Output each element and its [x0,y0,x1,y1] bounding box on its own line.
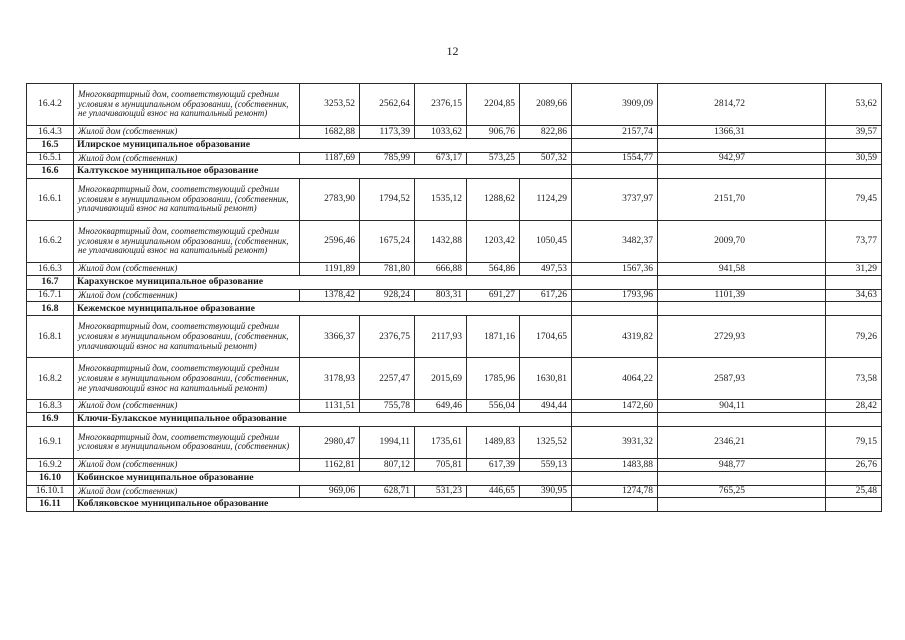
row-description: Многоквартирный дом, соответствующий средним условиям в муниципальном образовании, (собственник, не уплачивающий взнос на капитальный ремонт) [74,221,300,263]
value-cell: 1173,39 [360,126,415,139]
value-cell: 673,17 [415,152,467,165]
value-cell: 1794,52 [360,179,415,221]
value-cell: 31,29 [826,263,882,276]
value-cell: 1131,51 [300,400,360,413]
section-row [27,471,882,485]
table-body [27,84,882,512]
table-row [27,84,882,126]
section-title: Ключи-Булакское муниципальное образование [74,412,572,426]
value-cell: 556,04 [467,400,520,413]
row-code: 16.4.3 [27,126,74,139]
value-cell: 1325,52 [520,426,572,458]
value-cell: 1793,96 [572,289,658,302]
value-cell: 1871,16 [467,316,520,358]
section-title: Калтукское муниципальное образование [74,165,572,179]
empty-cell [658,302,826,316]
value-cell: 53,62 [826,84,882,126]
value-cell: 1704,65 [520,316,572,358]
row-description: Жилой дом (собственник) [74,400,300,413]
value-cell: 3482,37 [572,221,658,263]
value-cell: 1124,29 [520,179,572,221]
value-cell: 26,76 [826,458,882,471]
section-row [27,302,882,316]
section-row [27,138,882,152]
row-description: Жилой дом (собственник) [74,485,300,498]
row-description: Жилой дом (собственник) [74,152,300,165]
section-code: 16.7 [27,275,74,289]
value-cell: 1432,88 [415,221,467,263]
value-cell: 2980,47 [300,426,360,458]
value-cell: 1489,83 [467,426,520,458]
row-code: 16.6.2 [27,221,74,263]
row-description: Жилой дом (собственник) [74,263,300,276]
row-code: 16.8.3 [27,400,74,413]
value-cell: 755,78 [360,400,415,413]
value-cell: 79,26 [826,316,882,358]
table-row [27,458,882,471]
value-cell: 948,77 [658,458,826,471]
table-row [27,289,882,302]
value-cell: 1472,60 [572,400,658,413]
value-cell: 3909,09 [572,84,658,126]
empty-cell [826,471,882,485]
row-description: Жилой дом (собственник) [74,126,300,139]
row-description: Многоквартирный дом, соответствующий средним условиям в муниципальном образовании, (собственник) [74,426,300,458]
section-row [27,275,882,289]
value-cell: 494,44 [520,400,572,413]
value-cell: 1288,62 [467,179,520,221]
value-cell: 904,11 [658,400,826,413]
section-code: 16.10 [27,471,74,485]
row-code: 16.8.2 [27,358,74,400]
value-cell: 617,39 [467,458,520,471]
row-description: Многоквартирный дом, соответствующий средним условиям в муниципальном образовании, (собственник, уплачивающий взнос на капитальный ремонт) [74,316,300,358]
row-code: 16.7.1 [27,289,74,302]
value-cell: 807,12 [360,458,415,471]
value-cell: 2009,70 [658,221,826,263]
value-cell: 2204,85 [467,84,520,126]
row-code: 16.5.1 [27,152,74,165]
table-row [27,263,882,276]
table-row [27,400,882,413]
empty-cell [826,412,882,426]
empty-cell [658,138,826,152]
section-row [27,165,882,179]
value-cell: 3178,93 [300,358,360,400]
row-description: Многоквартирный дом, соответствующий средним условиям в муниципальном образовании, (собственник, не уплачивающий взнос на капитальный ремонт) [74,84,300,126]
row-code: 16.9.1 [27,426,74,458]
row-description: Многоквартирный дом, соответствующий средним условиям в муниципальном образовании, (собственник, уплачивающий взнос на капитальный ремонт) [74,179,300,221]
section-title: Кобинское муниципальное образование [74,471,572,485]
value-cell: 507,32 [520,152,572,165]
value-cell: 1675,24 [360,221,415,263]
empty-cell [658,412,826,426]
empty-cell [658,498,826,512]
value-cell: 1378,42 [300,289,360,302]
value-cell: 2562,64 [360,84,415,126]
value-cell: 2117,93 [415,316,467,358]
empty-cell [826,275,882,289]
table-row [27,316,882,358]
value-cell: 941,58 [658,263,826,276]
value-cell: 1554,77 [572,152,658,165]
value-cell: 3366,37 [300,316,360,358]
table-row [27,426,882,458]
value-cell: 73,58 [826,358,882,400]
value-cell: 2015,69 [415,358,467,400]
value-cell: 79,15 [826,426,882,458]
row-code: 16.6.3 [27,263,74,276]
empty-cell [572,275,658,289]
value-cell: 39,57 [826,126,882,139]
row-code: 16.9.2 [27,458,74,471]
value-cell: 803,31 [415,289,467,302]
value-cell: 3253,52 [300,84,360,126]
value-cell: 705,81 [415,458,467,471]
value-cell: 1033,62 [415,126,467,139]
section-title: Илирское муниципальное образование [74,138,572,152]
value-cell: 25,48 [826,485,882,498]
value-cell: 906,76 [467,126,520,139]
value-cell: 765,25 [658,485,826,498]
value-cell: 3737,97 [572,179,658,221]
value-cell: 3931,32 [572,426,658,458]
empty-cell [572,138,658,152]
row-description: Многоквартирный дом, соответствующий средним условиям в муниципальном образовании, (собственник, не уплачивающий взнос на капитальный ремонт) [74,358,300,400]
value-cell: 617,26 [520,289,572,302]
row-description: Жилой дом (собственник) [74,458,300,471]
empty-cell [658,165,826,179]
value-cell: 1187,69 [300,152,360,165]
value-cell: 4319,82 [572,316,658,358]
empty-cell [572,302,658,316]
value-cell: 2089,66 [520,84,572,126]
value-cell: 4064,22 [572,358,658,400]
empty-cell [826,498,882,512]
value-cell: 30,59 [826,152,882,165]
value-cell: 564,86 [467,263,520,276]
value-cell: 1274,78 [572,485,658,498]
row-code: 16.6.1 [27,179,74,221]
table-row [27,358,882,400]
value-cell: 1483,88 [572,458,658,471]
section-title: Карахунское муниципальное образование [74,275,572,289]
value-cell: 2376,75 [360,316,415,358]
value-cell: 559,13 [520,458,572,471]
value-cell: 942,97 [658,152,826,165]
row-code: 16.4.2 [27,84,74,126]
table-row [27,152,882,165]
value-cell: 1101,39 [658,289,826,302]
section-code: 16.5 [27,138,74,152]
empty-cell [658,471,826,485]
table-row [27,221,882,263]
section-code: 16.11 [27,498,74,512]
value-cell: 390,95 [520,485,572,498]
page-number: 12 [446,44,459,58]
value-cell: 691,27 [467,289,520,302]
row-code: 16.8.1 [27,316,74,358]
section-title: Кобляковское муниципальное образование [74,498,572,512]
value-cell: 1567,36 [572,263,658,276]
value-cell: 1785,96 [467,358,520,400]
value-cell: 2814,72 [658,84,826,126]
empty-cell [572,412,658,426]
value-cell: 649,46 [415,400,467,413]
row-code: 16.10.1 [27,485,74,498]
value-cell: 1535,12 [415,179,467,221]
table-row [27,126,882,139]
table-row [27,485,882,498]
value-cell: 666,88 [415,263,467,276]
value-cell: 1191,89 [300,263,360,276]
empty-cell [572,498,658,512]
value-cell: 2257,47 [360,358,415,400]
value-cell: 2376,15 [415,84,467,126]
section-code: 16.9 [27,412,74,426]
value-cell: 73,77 [826,221,882,263]
empty-cell [572,471,658,485]
section-code: 16.6 [27,165,74,179]
section-code: 16.8 [27,302,74,316]
value-cell: 928,24 [360,289,415,302]
value-cell: 446,65 [467,485,520,498]
value-cell: 1162,81 [300,458,360,471]
row-description: Жилой дом (собственник) [74,289,300,302]
value-cell: 628,71 [360,485,415,498]
value-cell: 2151,70 [658,179,826,221]
value-cell: 822,86 [520,126,572,139]
empty-cell [826,302,882,316]
value-cell: 1366,31 [658,126,826,139]
value-cell: 969,06 [300,485,360,498]
value-cell: 1050,45 [520,221,572,263]
tariff-table [26,83,882,512]
value-cell: 2157,74 [572,126,658,139]
value-cell: 2783,90 [300,179,360,221]
value-cell: 785,99 [360,152,415,165]
empty-cell [658,275,826,289]
value-cell: 2346,21 [658,426,826,458]
value-cell: 2729,93 [658,316,826,358]
value-cell: 531,23 [415,485,467,498]
value-cell: 497,53 [520,263,572,276]
section-title: Кежемское муниципальное образование [74,302,572,316]
value-cell: 2596,46 [300,221,360,263]
empty-cell [572,165,658,179]
value-cell: 1682,88 [300,126,360,139]
value-cell: 1630,81 [520,358,572,400]
table-row [27,179,882,221]
value-cell: 1203,42 [467,221,520,263]
value-cell: 79,45 [826,179,882,221]
value-cell: 573,25 [467,152,520,165]
value-cell: 781,80 [360,263,415,276]
value-cell: 1994,11 [360,426,415,458]
value-cell: 28,42 [826,400,882,413]
section-row [27,498,882,512]
value-cell: 2587,93 [658,358,826,400]
value-cell: 34,63 [826,289,882,302]
value-cell: 1735,61 [415,426,467,458]
empty-cell [826,138,882,152]
empty-cell [826,165,882,179]
section-row [27,412,882,426]
